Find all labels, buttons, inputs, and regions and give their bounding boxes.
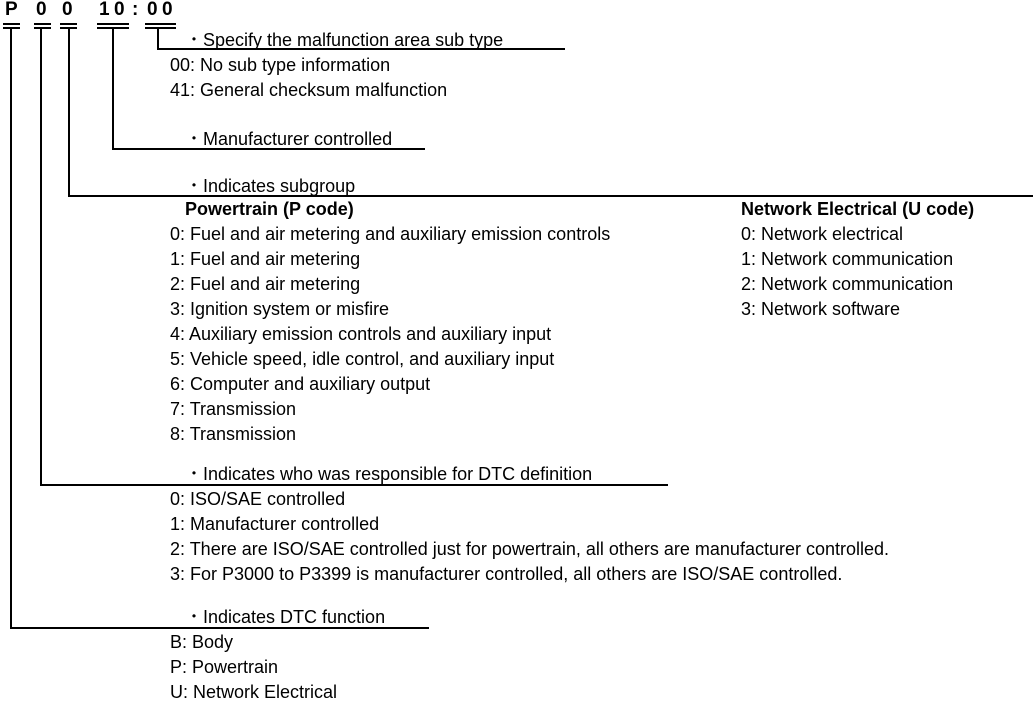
responsibility-item-3: 3: For P3000 to P3399 is manufacturer controlled, all others are ISO/SAE controlled. [170,564,843,584]
code-double-underline-subtype [145,27,176,29]
function-item-powertrain: P: Powertrain [170,657,279,677]
powertrain-item-6: 6: Computer and auxiliary output [170,374,431,394]
network-item-2: 2: Network communication [741,274,954,294]
connector-subtype-vertical [157,27,159,49]
subtype-heading: ・Specify the malfunction area sub type [185,30,504,50]
function-heading: ・Indicates DTC function [185,607,386,627]
responsibility-heading: ・Indicates who was responsible for DTC definition [185,464,593,484]
code-char-subtype-1: 0 [147,0,158,20]
code-underline-manufacturer [97,23,129,25]
powertrain-item-7: 7: Transmission [170,399,297,419]
powertrain-item-2: 2: Fuel and air metering [170,274,361,294]
connector-responsibility-vertical [40,27,42,486]
code-underline-function [3,23,20,25]
responsibility-item-0: 0: ISO/SAE controlled [170,489,346,509]
subgroup-heading: ・Indicates subgroup [185,176,356,196]
code-underline-subgroup [60,23,77,25]
code-underline-subtype [145,23,176,25]
code-underline-responsibility [34,23,51,25]
subtype-item-41: 41: General checksum malfunction [170,80,448,100]
code-char-subgroup: 0 [62,0,73,20]
code-char-manufacturer-2: 0 [114,0,125,20]
powertrain-item-1: 1: Fuel and air metering [170,249,361,269]
connector-function-vertical [10,27,12,629]
powertrain-item-8: 8: Transmission [170,424,297,444]
manufacturer-heading: ・Manufacturer controlled [185,129,393,149]
code-double-underline-responsibility [34,27,51,29]
responsibility-item-1: 1: Manufacturer controlled [170,514,380,534]
function-item-network: U: Network Electrical [170,682,338,702]
connector-subgroup-vertical [68,27,70,197]
code-char-function: P [5,0,18,20]
network-title: Network Electrical (U code) [741,199,975,219]
network-item-1: 1: Network communication [741,249,954,269]
code-colon: : [132,0,139,20]
code-char-subtype-2: 0 [162,0,173,20]
network-item-0: 0: Network electrical [741,224,904,244]
subtype-item-00: 00: No sub type information [170,55,391,75]
powertrain-item-5: 5: Vehicle speed, idle control, and auxiliary input [170,349,555,369]
function-item-body: B: Body [170,632,234,652]
powertrain-item-3: 3: Ignition system or misfire [170,299,390,319]
connector-manufacturer-vertical [112,27,114,149]
code-char-responsibility: 0 [36,0,47,20]
code-char-manufacturer-1: 1 [99,0,110,20]
powertrain-item-4: 4: Auxiliary emission controls and auxiliary input [170,324,552,344]
network-item-3: 3: Network software [741,299,901,319]
responsibility-item-2: 2: There are ISO/SAE controlled just for powertrain, all others are manufacturer controlled. [170,539,890,559]
powertrain-title: Powertrain (P code) [185,199,354,219]
powertrain-item-0: 0: Fuel and air metering and auxiliary emission controls [170,224,611,244]
